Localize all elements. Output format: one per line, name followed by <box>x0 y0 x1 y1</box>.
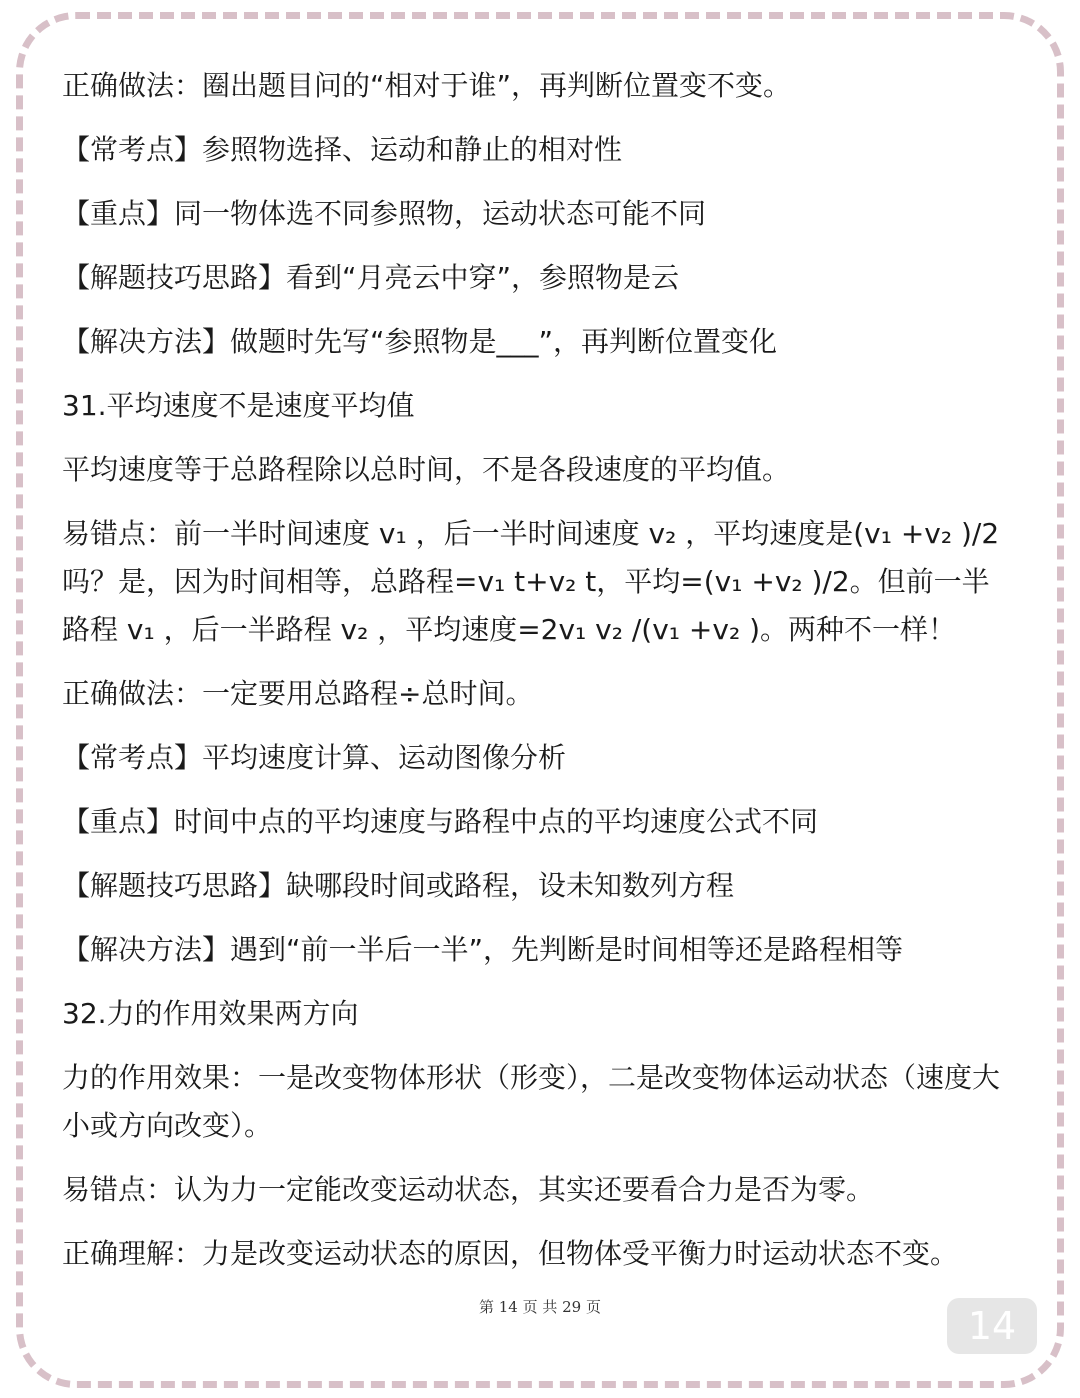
section-heading-31: 31.平均速度不是速度平均值 <box>62 389 415 422</box>
paragraph-line: 力的作用效果：一是改变物体形状（形变），二是改变物体运动状态（速度大 <box>62 1061 1001 1094</box>
document-body <box>62 62 1022 1294</box>
text-line: 【常考点】参照物选择、运动和静止的相对性 <box>62 133 623 166</box>
text-line: 【重点】时间中点的平均速度与路程中点的平均速度公式不同 <box>62 805 819 838</box>
text-line: 【常考点】平均速度计算、运动图像分析 <box>62 741 567 774</box>
text-line: 【解题技巧思路】看到“月亮云中穿”，参照物是云 <box>62 261 680 294</box>
effect-paragraph-32 <box>62 1054 1022 1150</box>
page-footer: 第 14 页 共 29 页 <box>478 1298 601 1316</box>
text-line: 正确理解：力是改变运动状态的原因，但物体受平衡力时运动状态不变。 <box>62 1237 959 1270</box>
paragraph-line: 路程 v₁ ，后一半路程 v₂ ，平均速度=2v₁ v₂ /(v₁ +v₂ )。两种不一样！ <box>62 613 956 646</box>
text-line: 易错点：认为力一定能改变运动状态，其实还要看合力是否为零。 <box>62 1173 875 1206</box>
section-heading-32: 32.力的作用效果两方向 <box>62 997 359 1030</box>
page-number-badge: 14 <box>947 1298 1037 1354</box>
text-line: 平均速度等于总路程除以总时间，不是各段速度的平均值。 <box>62 453 791 486</box>
text-line: 正确做法：一定要用总路程÷总时间。 <box>62 677 534 710</box>
text-line: 正确做法：圈出题目问的“相对于谁”，再判断位置变不变。 <box>62 69 792 102</box>
text-line: 【解题技巧思路】缺哪段时间或路程，设未知数列方程 <box>62 869 735 902</box>
paragraph-line: 吗？是，因为时间相等，总路程=v₁ t+v₂ t，平均=(v₁ +v₂ )/2。但前一半 <box>62 565 990 598</box>
text-line: 【重点】同一物体选不同参照物，运动状态可能不同 <box>62 197 707 230</box>
text-line: 【解决方法】做题时先写“参照物是___”，再判断位置变化 <box>62 325 778 358</box>
paragraph-line: 小或方向改变）。 <box>62 1109 273 1142</box>
text-line: 【解决方法】遇到“前一半后一半”，先判断是时间相等还是路程相等 <box>62 933 904 966</box>
paragraph-line: 易错点：前一半时间速度 v₁ ，后一半时间速度 v₂ ，平均速度是(v₁ +v₂ )/2 <box>62 517 1000 550</box>
mistake-paragraph-31 <box>62 510 1022 654</box>
